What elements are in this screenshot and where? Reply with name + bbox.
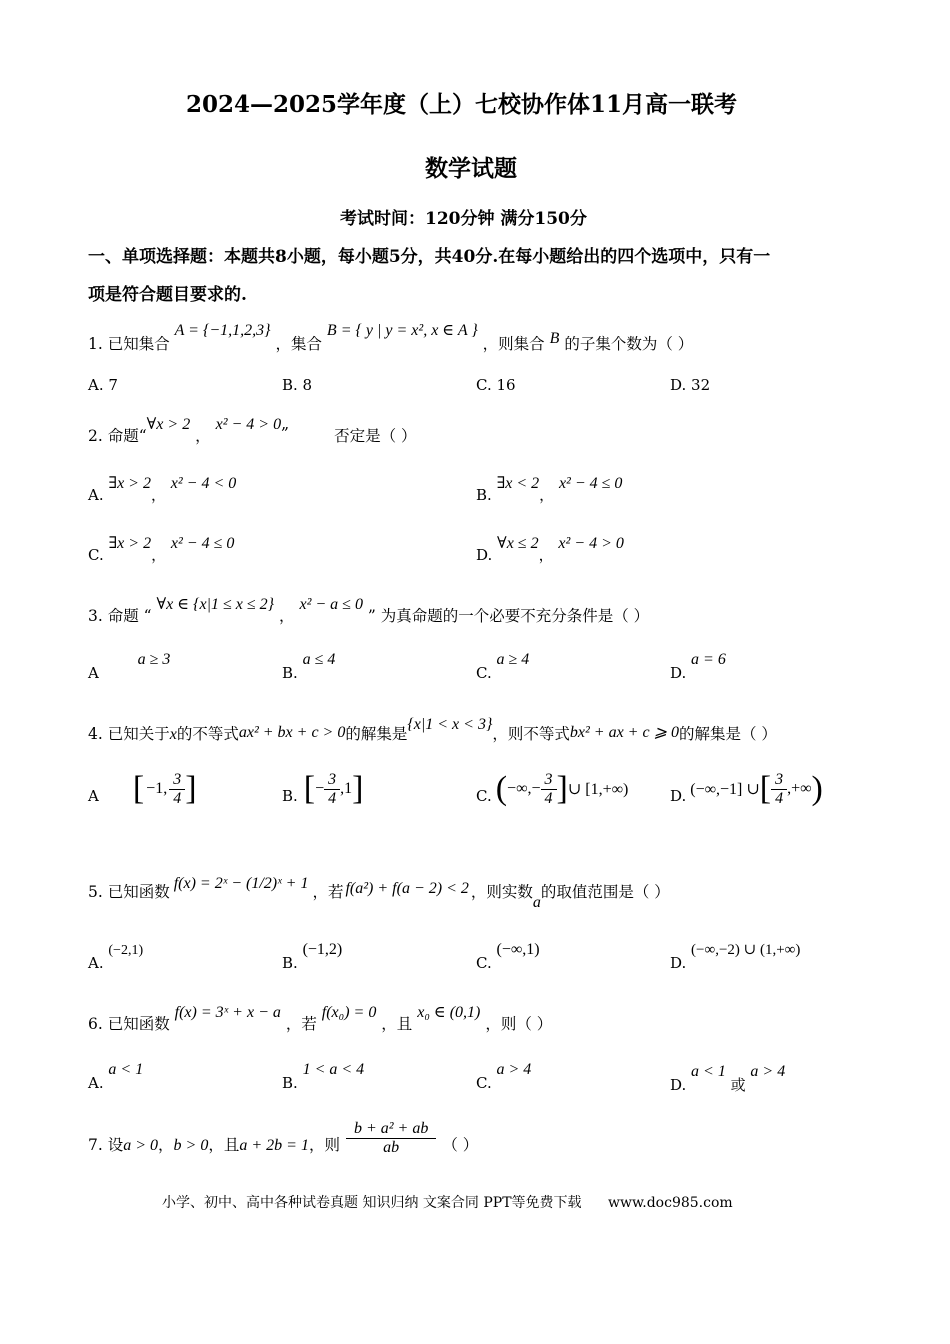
q2-math-2: x² − 4 > 0 (215, 416, 282, 433)
q4-math-1: ax² + bx + c > 0 (238, 724, 346, 741)
q5-option-d-math: (−∞,−2) ∪ (1,+∞) (691, 942, 801, 958)
q5-option-d (670, 940, 801, 972)
q1-option-d: D. 32 (670, 376, 711, 394)
q6-option-d-label: D. (670, 1076, 687, 1094)
q6-option-c (476, 1060, 532, 1092)
q2-text-1: 2. 命题“ (88, 427, 147, 445)
q2-option-b: B. ∃x < 2， x² − 4 ≤ 0 (476, 475, 623, 504)
q3-option-d (670, 650, 726, 682)
q6-option-d (670, 1060, 786, 1094)
q7-numerator: b + a² + ab (346, 1120, 436, 1139)
q4-text-1b: 的不等式 (176, 725, 239, 743)
q4-text-1: 4. 已知关于 (88, 725, 170, 743)
q4-math-x: x (169, 726, 177, 743)
q7-text-2: ， (158, 1135, 174, 1154)
question-7 (88, 1120, 478, 1157)
q6-option-a-math: a < 1 (108, 1061, 144, 1078)
question-4 (88, 712, 777, 743)
q5-text-4: 的取值范围是（ ） (540, 883, 670, 901)
q3-text-1: 3. 命题 “ (88, 607, 152, 625)
q1-option-b: B. 8 (282, 376, 313, 394)
q4-option-c: C. ( −∞,− $\frac{3}{4}$ ] ∪ [1,+∞) (476, 770, 629, 807)
q5-option-b (282, 940, 343, 972)
q6-text-4: ，则（ ） (485, 1015, 553, 1033)
q2-math-1: ∀x > 2 (146, 416, 191, 433)
q3-text-3: ” 为真命题的一个必要不充分条件是（ ） (367, 607, 650, 625)
q2-option-a-math-2: x² − 4 < 0 (170, 475, 237, 492)
q6-math-3: x₀ ∈ (0,1) (417, 1004, 481, 1021)
q4-option-a-fraction: $\frac{3}{4}$ (169, 771, 185, 808)
q6-text-1: 6. 已知函数 (88, 1015, 170, 1033)
section-heading-line1: 一、单项选择题：本题共8小题，每小题5分，共40分.在每小题给出的四个选项中，只有一 (88, 247, 771, 267)
q4-text-4: 的解集是（ ） (678, 725, 777, 743)
q5-option-a (88, 940, 144, 972)
exam-info: 考试时间：120分钟 满分150分 (340, 209, 587, 229)
q2-option-d: D. ∀x ≤ 2， x² − 4 > 0 (476, 535, 624, 564)
q4-math-2: {x|1 < x < 3} (407, 716, 493, 733)
q5-option-c-math: (−∞,1) (496, 941, 540, 958)
q1-text-2: ，集合 (275, 335, 322, 353)
q6-option-b-math: 1 < a < 4 (302, 1061, 365, 1078)
q4-option-c-fraction: $\frac{3}{4}$ (541, 771, 557, 808)
q3-option-d-math: a = 6 (691, 651, 726, 668)
q1-option-a: A. 7 (88, 376, 118, 394)
q2-option-b-math-2: x² − 4 ≤ 0 (558, 475, 623, 492)
q6-option-a (88, 1060, 144, 1092)
q4-option-a-label: A (88, 787, 99, 805)
q4-option-b-fraction: $\frac{3}{4}$ (324, 771, 340, 808)
q4-option-b-label: B. (282, 787, 298, 805)
q2-option-c: C. ∃x > 2， x² − 4 ≤ 0 (88, 535, 235, 564)
q3-option-a-math: a ≥ 3 (137, 651, 171, 668)
q2-option-d-label: D. (476, 546, 493, 564)
q5-math-1: f(x) = 2ˣ − (1/2)ˣ + 1 (173, 875, 309, 892)
q2-text-4: 否定是（ ） (334, 427, 417, 445)
q4-option-d: D. (−∞,−1] ∪ [ $\frac{3}{4}$ ,+∞ ) (670, 770, 823, 807)
q1-text-1: 1. 已知集合 (88, 335, 170, 353)
q5-option-a-math: (−2,1) (108, 943, 144, 958)
q5-option-c (476, 940, 540, 972)
q1-math-set-b: B = { y | y = x², x ∈ A } (326, 322, 478, 339)
q7-fraction (346, 1120, 436, 1157)
q4-option-a: A [ −1, $\frac{3}{4}$ ] (88, 770, 197, 807)
q3-option-b (282, 650, 336, 682)
question-5 (88, 856, 670, 912)
q7-text-5: （ ） (442, 1135, 479, 1154)
question-6 (88, 1000, 553, 1033)
exam-title: 2024—2025学年度（上）七校协作体11月高一联考 (186, 91, 738, 118)
q3-option-c-math: a ≥ 4 (496, 651, 530, 668)
q2-option-a-math-1: ∃x > 2 (108, 475, 151, 492)
q6-text-2: ，若 (285, 1015, 317, 1033)
q6-option-a-label: A. (88, 1074, 104, 1092)
q3-option-d-label: D. (670, 664, 687, 682)
q2-text-2: ， (195, 427, 211, 445)
question-3 (88, 592, 650, 625)
q6-option-d-math-1: a < 1 (691, 1063, 726, 1080)
q5-option-d-label: D. (670, 954, 687, 972)
q5-text-1: 5. 已知函数 (88, 883, 170, 901)
question-2 (88, 412, 417, 445)
q4-math-3: bx² + ax + c ⩾ 0 (569, 724, 679, 741)
q3-math-1: ∀x ∈ {x|1 ≤ x ≤ 2} (156, 596, 275, 613)
q2-text-3: „ (281, 415, 290, 433)
q1-text-4: 的子集个数为（ ） (564, 335, 694, 353)
q3-math-2: x² − a ≤ 0 (299, 596, 363, 613)
footer-description: 小学、初中、高中各种试卷真题 知识归纳 文案合同 PPT等免费下载 (162, 1195, 582, 1211)
q1-math-set-a: A = {−1,1,2,3} (174, 322, 271, 339)
q2-option-d-math-2: x² − 4 > 0 (558, 535, 624, 552)
q4-text-2: 的解集是 (345, 725, 408, 743)
q3-text-2: ， (279, 607, 295, 625)
question-1 (88, 318, 694, 353)
q1-math-b: B (549, 330, 560, 347)
q5-text-3: ，则实数 (470, 883, 533, 901)
q2-option-d-math-1: ∀x ≤ 2 (497, 535, 539, 552)
q3-option-c (476, 650, 530, 682)
q6-text-3: ，且 (381, 1015, 413, 1033)
q1-text-3: ，则集合 (482, 335, 545, 353)
q6-math-1: f(x) = 3ˣ + x − a (174, 1004, 281, 1021)
q6-option-b-label: B. (282, 1074, 298, 1092)
q7-text-3: ，且 (208, 1135, 240, 1154)
footer-url[interactable]: www.doc985.com (607, 1195, 733, 1211)
subject-title: 数学试题 (425, 155, 517, 182)
q5-option-b-math: (−1,2) (302, 941, 343, 958)
q2-option-c-math-1: ∃x > 2 (108, 535, 152, 552)
footer-text (162, 1192, 733, 1212)
q7-denominator: ab (383, 1139, 400, 1156)
q7-math-2: b > 0 (173, 1136, 209, 1154)
q4-option-d-label: D. (670, 787, 687, 805)
q6-option-c-label: C. (476, 1074, 492, 1092)
q1-option-c: C. 16 (476, 376, 516, 394)
section-heading-line2: 项是符合题目要求的. (88, 285, 247, 305)
q5-option-a-label: A. (88, 954, 104, 972)
q6-option-d-or: 或 (730, 1076, 746, 1094)
q6-option-d-math-2: a > 4 (750, 1063, 786, 1080)
q5-option-c-label: C. (476, 954, 492, 972)
q5-math-3: a (532, 894, 541, 911)
q4-text-3: ，则不等式 (492, 725, 570, 743)
q6-option-b (282, 1060, 365, 1092)
q4-option-b: B. [ − $\frac{3}{4}$ ,1 ] (282, 770, 364, 807)
q3-option-c-label: C. (476, 664, 492, 682)
q4-option-c-label: C. (476, 787, 492, 805)
q5-option-b-label: B. (282, 954, 298, 972)
q2-option-c-label: C. (88, 546, 104, 564)
q2-option-a: A. ∃x > 2， x² − 4 < 0 (88, 475, 237, 504)
q6-option-c-math: a > 4 (496, 1061, 532, 1078)
q2-option-b-math-1: ∃x < 2 (496, 475, 540, 492)
q7-text-1: 7. 设 (88, 1135, 124, 1154)
q2-option-c-math-2: x² − 4 ≤ 0 (170, 535, 235, 552)
q7-math-1: a > 0 (123, 1136, 159, 1154)
q7-text-4: ，则 (308, 1135, 340, 1154)
q3-option-a-label: A (88, 664, 99, 682)
q7-math-3: a + 2b = 1 (239, 1136, 309, 1154)
q5-text-2: ，若 (312, 883, 344, 901)
q2-option-a-label: A. (88, 486, 104, 504)
q3-option-b-math: a ≤ 4 (302, 651, 336, 668)
q5-math-2: f(a²) + f(a − 2) < 2 (345, 880, 469, 897)
q6-math-2: f(x₀) = 0 (321, 1004, 377, 1021)
q3-option-a (88, 650, 171, 682)
q3-option-b-label: B. (282, 664, 298, 682)
q4-option-d-fraction: $\frac{3}{4}$ (771, 771, 787, 808)
q2-option-b-label: B. (476, 486, 492, 504)
